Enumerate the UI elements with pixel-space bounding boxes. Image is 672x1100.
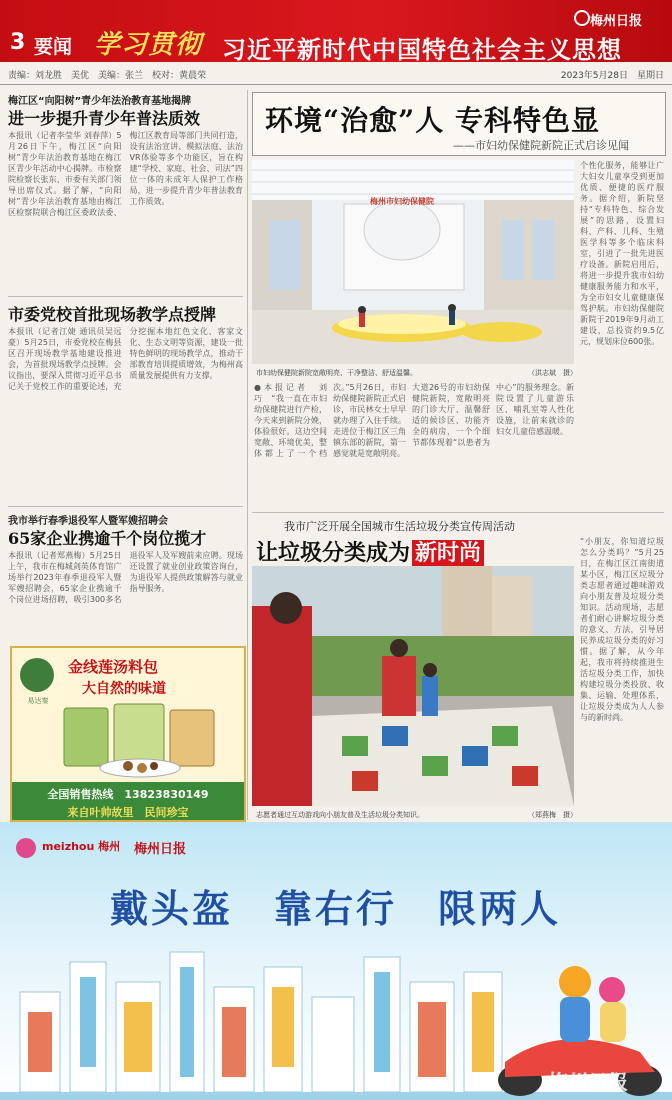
- hospital-title: 环境“治愈”人 专科特色显: [265, 104, 600, 137]
- divider: [8, 296, 243, 297]
- hospital-lobby-illustration: [252, 160, 574, 364]
- banner-watermark: 梅州日报: [548, 1070, 628, 1094]
- article2-title: 市委党校首批现场教学点授牌: [8, 305, 217, 324]
- hospital-photo-credit: （洪志斌 摄）: [528, 369, 577, 377]
- traffic-safety-banner: [0, 822, 672, 1100]
- article3-title: 65家企业携逾千个岗位揽才: [8, 529, 207, 548]
- divider: [252, 512, 664, 513]
- hospital-body-middle: 大道26号的市妇幼保健院新院，宽敞明亮的门诊大厅、温馨舒适的候诊区、功能齐全的病房，一个个细节都体现着“以患者为中心”的服务理念。新院设置了儿童游乐区、哺乳室等人性化设施，让前来就诊的妇女儿童倍感温暖。: [412, 383, 574, 447]
- article1-title: 进一步提升青少年普法质效: [8, 109, 201, 128]
- garbage-title-main: 让垃圾分类成为: [256, 540, 411, 566]
- banner-org-2: 梅州日报: [134, 842, 187, 857]
- article2-body: 本报讯（记者江婕 通讯员吴远豪）5月25日，市委党校在梅县区召开现场教学基地建设推进会，为首批现场教学点授牌。会议指出，要深入贯彻习近平总书记关于党校工作的重要论述，充分挖掘本地红色文化、客家文化、生态文明等资源，建设一批特色鲜明的现场教学点，推动干部教育培训提质增效，为梅州高质量发展提供有力支撑。: [8, 327, 243, 391]
- garbage-event-illustration: [252, 566, 574, 806]
- garbage-title-highlight: 新时尚: [412, 540, 484, 566]
- slogan-script: 学习贯彻: [94, 30, 203, 60]
- slogan-main: 习近平新时代中国特色社会主义思想: [222, 35, 622, 64]
- staff-credits: 责编：刘龙胜 美优 美编：张兰 校对：黄晨荣: [8, 71, 207, 81]
- divider: [8, 506, 243, 507]
- ad-logo-text: 易达秦: [27, 697, 49, 705]
- garbage-body-right: “小朋友，你知道垃圾怎么分类吗？”5月25日，在梅江区江南街道某小区，梅江区垃圾分类志愿者通过趣味游戏向小朋友普及垃圾分类知识。活动现场，志愿者们耐心讲解垃圾分类的意义、方法，引导居民养成垃圾分类的好习惯。据了解，从今年起，我市将持续推进生活垃圾分类工作，加快构建垃圾分类投放、收集、运输、处理体系，让垃圾分类成为人人参与的新时尚。: [580, 537, 664, 722]
- article1-body: 本报讯（记者李莹华 刘春萍）5月26日下午，梅江区“向阳树”青少年法治教育基地在梅江区青少年活动中心揭牌。市检察院检察长张东、市委有关部门领导出席仪式。据了解，“向阳树”青少年法治教育基地由梅江区检察院联合梅江区委政法委、梅江区教育局等部门共同打造，设有法治宣讲、模拟法庭、法治VR体验等多个功能区，旨在构建“学校、家庭、社会、司法”四位一体的未成年人保护工作格局，进一步提升青少年普法教育工作质效。: [8, 131, 243, 217]
- brand-logo-icon: [574, 10, 590, 26]
- article1-kicker: 梅江区“向阳树”青少年法治教育基地揭牌: [8, 96, 192, 107]
- ad-product-image: [58, 700, 238, 780]
- garbage-photo-caption: 志愿者通过互动游戏向小朋友普及生活垃圾分类知识。: [256, 811, 424, 819]
- garbage-photo: [252, 566, 574, 806]
- garbage-title: [256, 536, 484, 567]
- ad-subtitle: 大自然的味道: [82, 681, 166, 697]
- brand-name: 梅州日报: [590, 14, 643, 29]
- ad-title: 金线莲汤料包: [68, 658, 159, 676]
- article3-body: 本报讯（记者郑燕梅）5月25日上午，我市在梅城剑英体育馆广场举行2023年春季退役军人暨军嫂招聘会，65家企业携逾千个岗位进场招聘，吸引300多名退役军人及军嫂前来应聘。现场还设置了就业创业政策咨询台，为退役军人提供政策解答与就业指导服务。: [8, 551, 243, 604]
- hospital-body-left: ●本报记者 刘巧 “我一直在市妇幼保健院进行产检，今天来到新院分娩，体验很好。这边空间宽敞、环境优美，整体都上了一个档次。”5月26日，市妇幼保健院新院正式启诊，市民林女士早早就办理了入住手续。走进位于梅江区三角镇东部的新院，第一感觉就是宽敞明亮。: [254, 383, 406, 458]
- banner-slogan: 戴头盔 靠右行 限两人: [110, 886, 562, 931]
- garbage-photo-credit: （郑燕梅 摄）: [528, 811, 577, 819]
- hospital-photo-caption: 市妇幼保健院新院宽敞明亮、干净整洁、舒适温馨。: [256, 369, 417, 377]
- ad-tagline: 来自叶帅故里 民间珍宝: [67, 806, 189, 819]
- column-divider: [247, 90, 248, 820]
- ad-logo-icon: [20, 658, 54, 692]
- city-logo-icon: [16, 838, 36, 858]
- ad-footer: [12, 782, 244, 820]
- page-number: 3: [10, 30, 26, 55]
- meta-bar: [0, 62, 672, 85]
- ad-hotline: 全国销售热线 13823830149: [47, 788, 209, 801]
- article3-kicker: 我市举行春季退役军人暨军嫂招聘会: [8, 516, 168, 527]
- hospital-body-right: 个性化服务，能够让广大妇女儿童享受到更加优质、便捷的医疗服务。据介绍，新院坚持“专科特色、综合发展”的思路，设置妇科、产科、儿科、生殖医学科等多个临床科室，引进了一批先进医疗设备。新院启用后，将进一步提升我市妇幼健康服务能力和水平，为全市妇女儿童健康保驾护航。市妇幼保健院新院于2019年9月动工建设，总投资约9.5亿元，规划床位600张。: [580, 161, 664, 346]
- page-header: [0, 0, 672, 62]
- advertisement: [10, 646, 246, 822]
- hospital-photo: [252, 160, 574, 364]
- banner-org-1: meizhou 梅州: [42, 840, 121, 853]
- photo-sign-text: 梅州市妇幼保健院: [370, 197, 434, 206]
- garbage-kicker: 我市广泛开展全国城市生活垃圾分类宣传周活动: [284, 520, 515, 533]
- issue-date: 2023年5月28日 星期日: [560, 71, 664, 81]
- hospital-subtitle: ——市妇幼保健院新院正式启诊见闻: [453, 139, 629, 152]
- hospital-headline-box: [252, 92, 666, 156]
- section-name: 要闻: [34, 36, 73, 58]
